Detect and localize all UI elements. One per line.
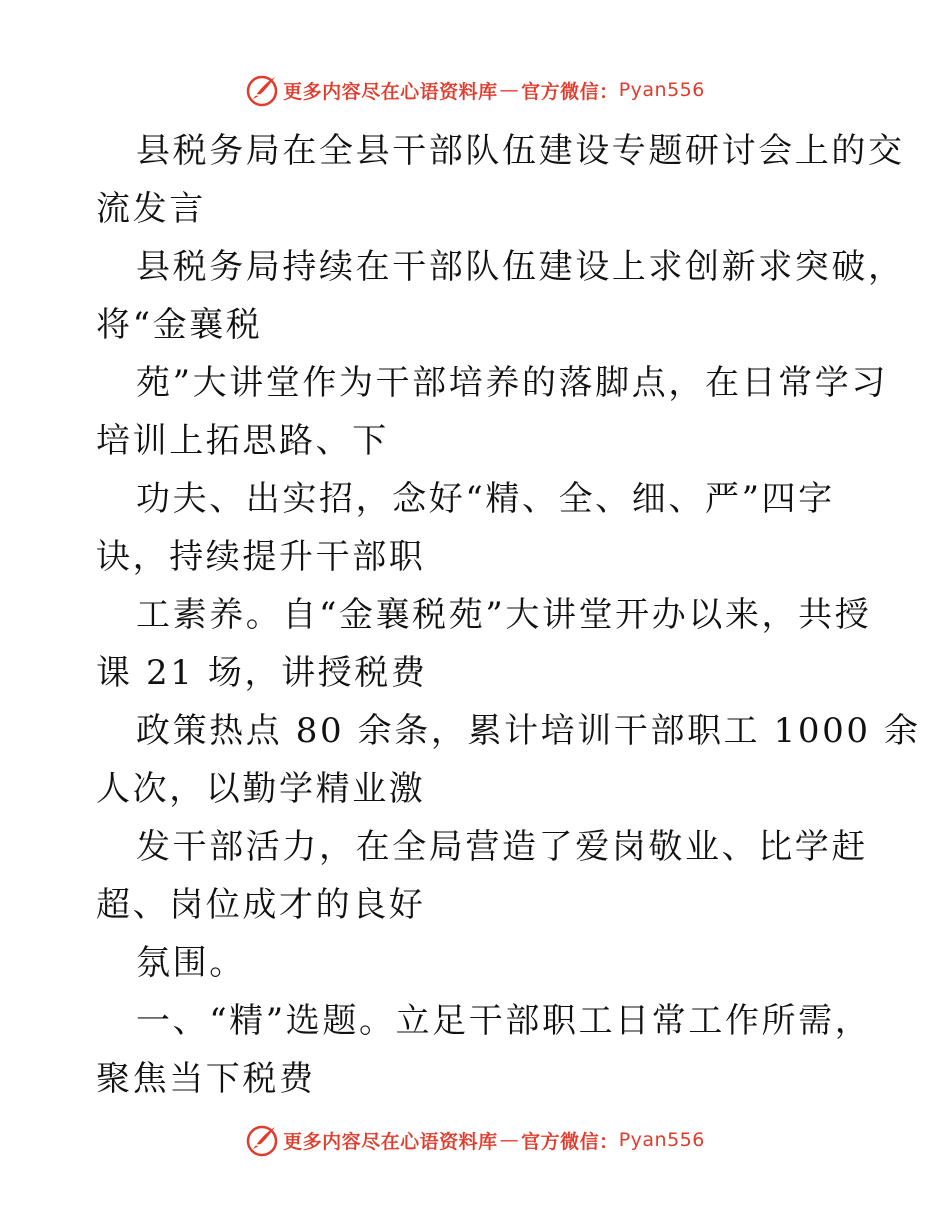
header-banner bbox=[0, 70, 950, 110]
text-line: 超、岗位成才的良好 bbox=[96, 885, 426, 925]
text-line: 氛围。 bbox=[136, 943, 246, 983]
text-line: 一、“精”选题。立足干部职工日常工作所需， bbox=[136, 1001, 872, 1041]
footer-site-text: 更多内容尽在心语资料库 bbox=[283, 1130, 498, 1153]
footer-wechat-id: Pyan556 bbox=[618, 1129, 705, 1151]
text-line: 工素养。自“金襄税苑”大讲堂开办以来，共授 bbox=[136, 595, 872, 635]
feather-pen-logo-icon bbox=[245, 73, 279, 107]
header-site-text: 更多内容尽在心语资料库 bbox=[283, 80, 498, 103]
text-line: 聚焦当下税费 bbox=[96, 1059, 316, 1099]
text-line: 县税务局持续在干部队伍建设上求创新求突破， bbox=[136, 247, 905, 287]
text-line: 课 21 场，讲授税费 bbox=[96, 653, 428, 693]
feather-pen-logo-icon bbox=[245, 1123, 279, 1157]
text-line: 流发言 bbox=[96, 189, 206, 229]
text-line: 功夫、出实招，念好“精、全、细、严”四字 bbox=[136, 479, 835, 519]
header-wechat-label: 官方微信： bbox=[521, 80, 619, 103]
footer-wechat-label: 官方微信： bbox=[521, 1130, 619, 1153]
text-line: 诀，持续提升干部职 bbox=[96, 537, 426, 577]
text-line: 培训上拓思路、下 bbox=[96, 421, 389, 461]
text-line: 将“金襄税 bbox=[96, 305, 263, 345]
text-line: 苑”大讲堂作为干部培养的落脚点，在日常学习 bbox=[136, 363, 888, 403]
text-line: 发干部活力，在全局营造了爱岗敬业、比学赶 bbox=[136, 827, 868, 867]
footer-banner bbox=[0, 1120, 950, 1160]
text-line: 县税务局在全县干部队伍建设专题研讨会上的交 bbox=[136, 131, 905, 171]
footer-separator: — bbox=[499, 1129, 520, 1151]
header-separator: — bbox=[499, 79, 520, 101]
text-line: 人次，以勤学精业激 bbox=[96, 769, 426, 809]
header-wechat-id: Pyan556 bbox=[618, 79, 705, 101]
document-body bbox=[96, 122, 921, 1108]
text-line: 政策热点 80 余条，累计培训干部职工 1000 余 bbox=[136, 711, 921, 751]
